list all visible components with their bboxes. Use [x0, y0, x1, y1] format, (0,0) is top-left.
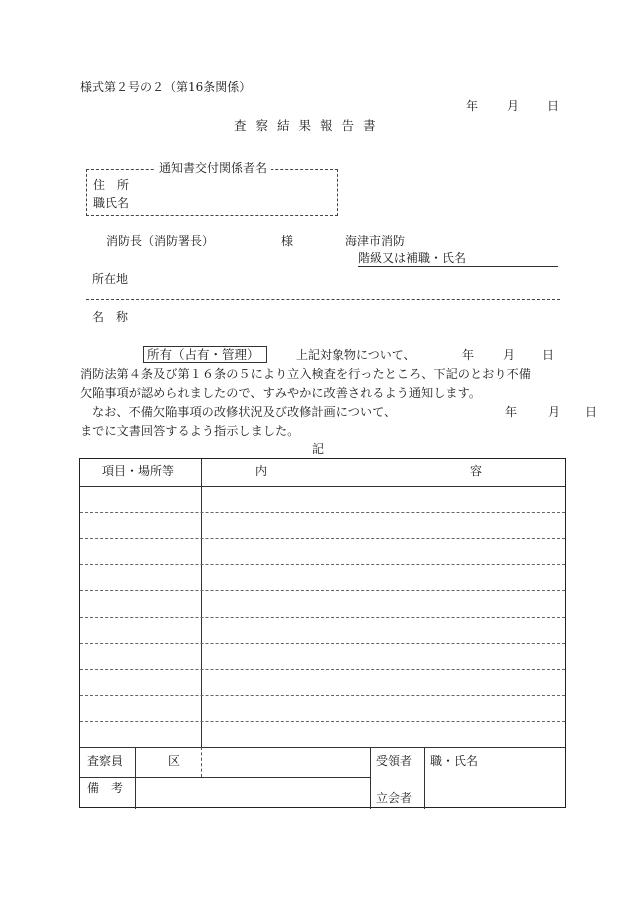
- footer-name-divider: [424, 747, 425, 809]
- findings-table: [79, 458, 566, 808]
- body-line4-year: 年: [505, 405, 518, 419]
- ownership-box: 所有（占有・管理）: [143, 346, 267, 363]
- notice-recipient-box: [86, 161, 338, 216]
- form-number: 様式第２号の２（第16条関係）: [80, 80, 252, 94]
- address-label: 住 所: [93, 178, 130, 192]
- footer-label-divider: [135, 747, 136, 809]
- body-line4: なお、不備欠陥事項の改修状況及び改修計画について、: [92, 405, 397, 419]
- receiver-label: 受領者: [376, 754, 413, 768]
- col-header-content-b: 容: [470, 464, 483, 478]
- table-row-separator: [80, 512, 565, 513]
- body-line4-month: 月: [548, 405, 561, 419]
- body-line1: 上記対象物について、: [296, 348, 416, 362]
- witness-label: 立会者: [376, 791, 413, 805]
- table-row-separator: [80, 643, 565, 644]
- sender-rank-line: [358, 252, 558, 267]
- table-row-separator: [80, 590, 565, 591]
- col-header-item: 項目・場所等: [102, 464, 175, 478]
- body-line1-day: 日: [542, 348, 555, 362]
- date-year-label: 年: [466, 99, 479, 113]
- inspector-label: 査察員: [87, 754, 124, 768]
- footer-top-border: [80, 747, 565, 748]
- target-name-label: 名 称: [92, 310, 129, 324]
- table-row-separator: [80, 617, 565, 618]
- table-row-separator: [80, 538, 565, 539]
- body-line3: 欠陥事項が認められましたので、すみやかに改善されるよう通知します。: [80, 386, 481, 400]
- honorific-label: 様: [281, 234, 294, 248]
- sender-rank-label: 階級又は補職・氏名: [358, 251, 467, 265]
- footer-receiver-divider: [370, 747, 371, 809]
- body-line2: 消防法第４条及び第１６条の５により立入検査を行ったところ、下記のとおり不備: [80, 367, 531, 381]
- remarks-label: 備 考: [87, 781, 124, 795]
- header-divider: [80, 486, 565, 487]
- table-row-separator: [80, 695, 565, 696]
- title-name-label: 職・氏名: [430, 754, 479, 768]
- col-header-content-a: 内: [255, 464, 268, 478]
- body-line1-year: 年: [462, 348, 475, 362]
- body-line4-day: 日: [585, 405, 598, 419]
- body-line1-month: 月: [503, 348, 516, 362]
- location-label: 所在地: [92, 272, 129, 286]
- fire-chief-label: 消防長（消防署長）: [106, 234, 215, 248]
- body-line5: までに文書回答するよう指示しました。: [80, 424, 300, 438]
- ward-label: 区: [168, 754, 181, 768]
- table-row-separator: [80, 669, 565, 670]
- name-label: 職氏名: [93, 196, 130, 210]
- notice-box-legend: 通知書交付関係者名: [155, 162, 271, 174]
- ki-label: 記: [312, 442, 325, 456]
- table-row-separator: [80, 564, 565, 565]
- footer-mid-border: [80, 777, 370, 778]
- date-month-label: 月: [507, 99, 520, 113]
- sender-org: 海津市消防: [345, 234, 406, 248]
- date-day-label: 日: [547, 99, 560, 113]
- separator-dashed-line: [86, 299, 560, 300]
- item-column-divider: [201, 459, 202, 747]
- table-row-separator: [80, 721, 565, 722]
- document-title: 査察結果報告書: [234, 118, 385, 133]
- footer-ward-divider: [201, 747, 202, 777]
